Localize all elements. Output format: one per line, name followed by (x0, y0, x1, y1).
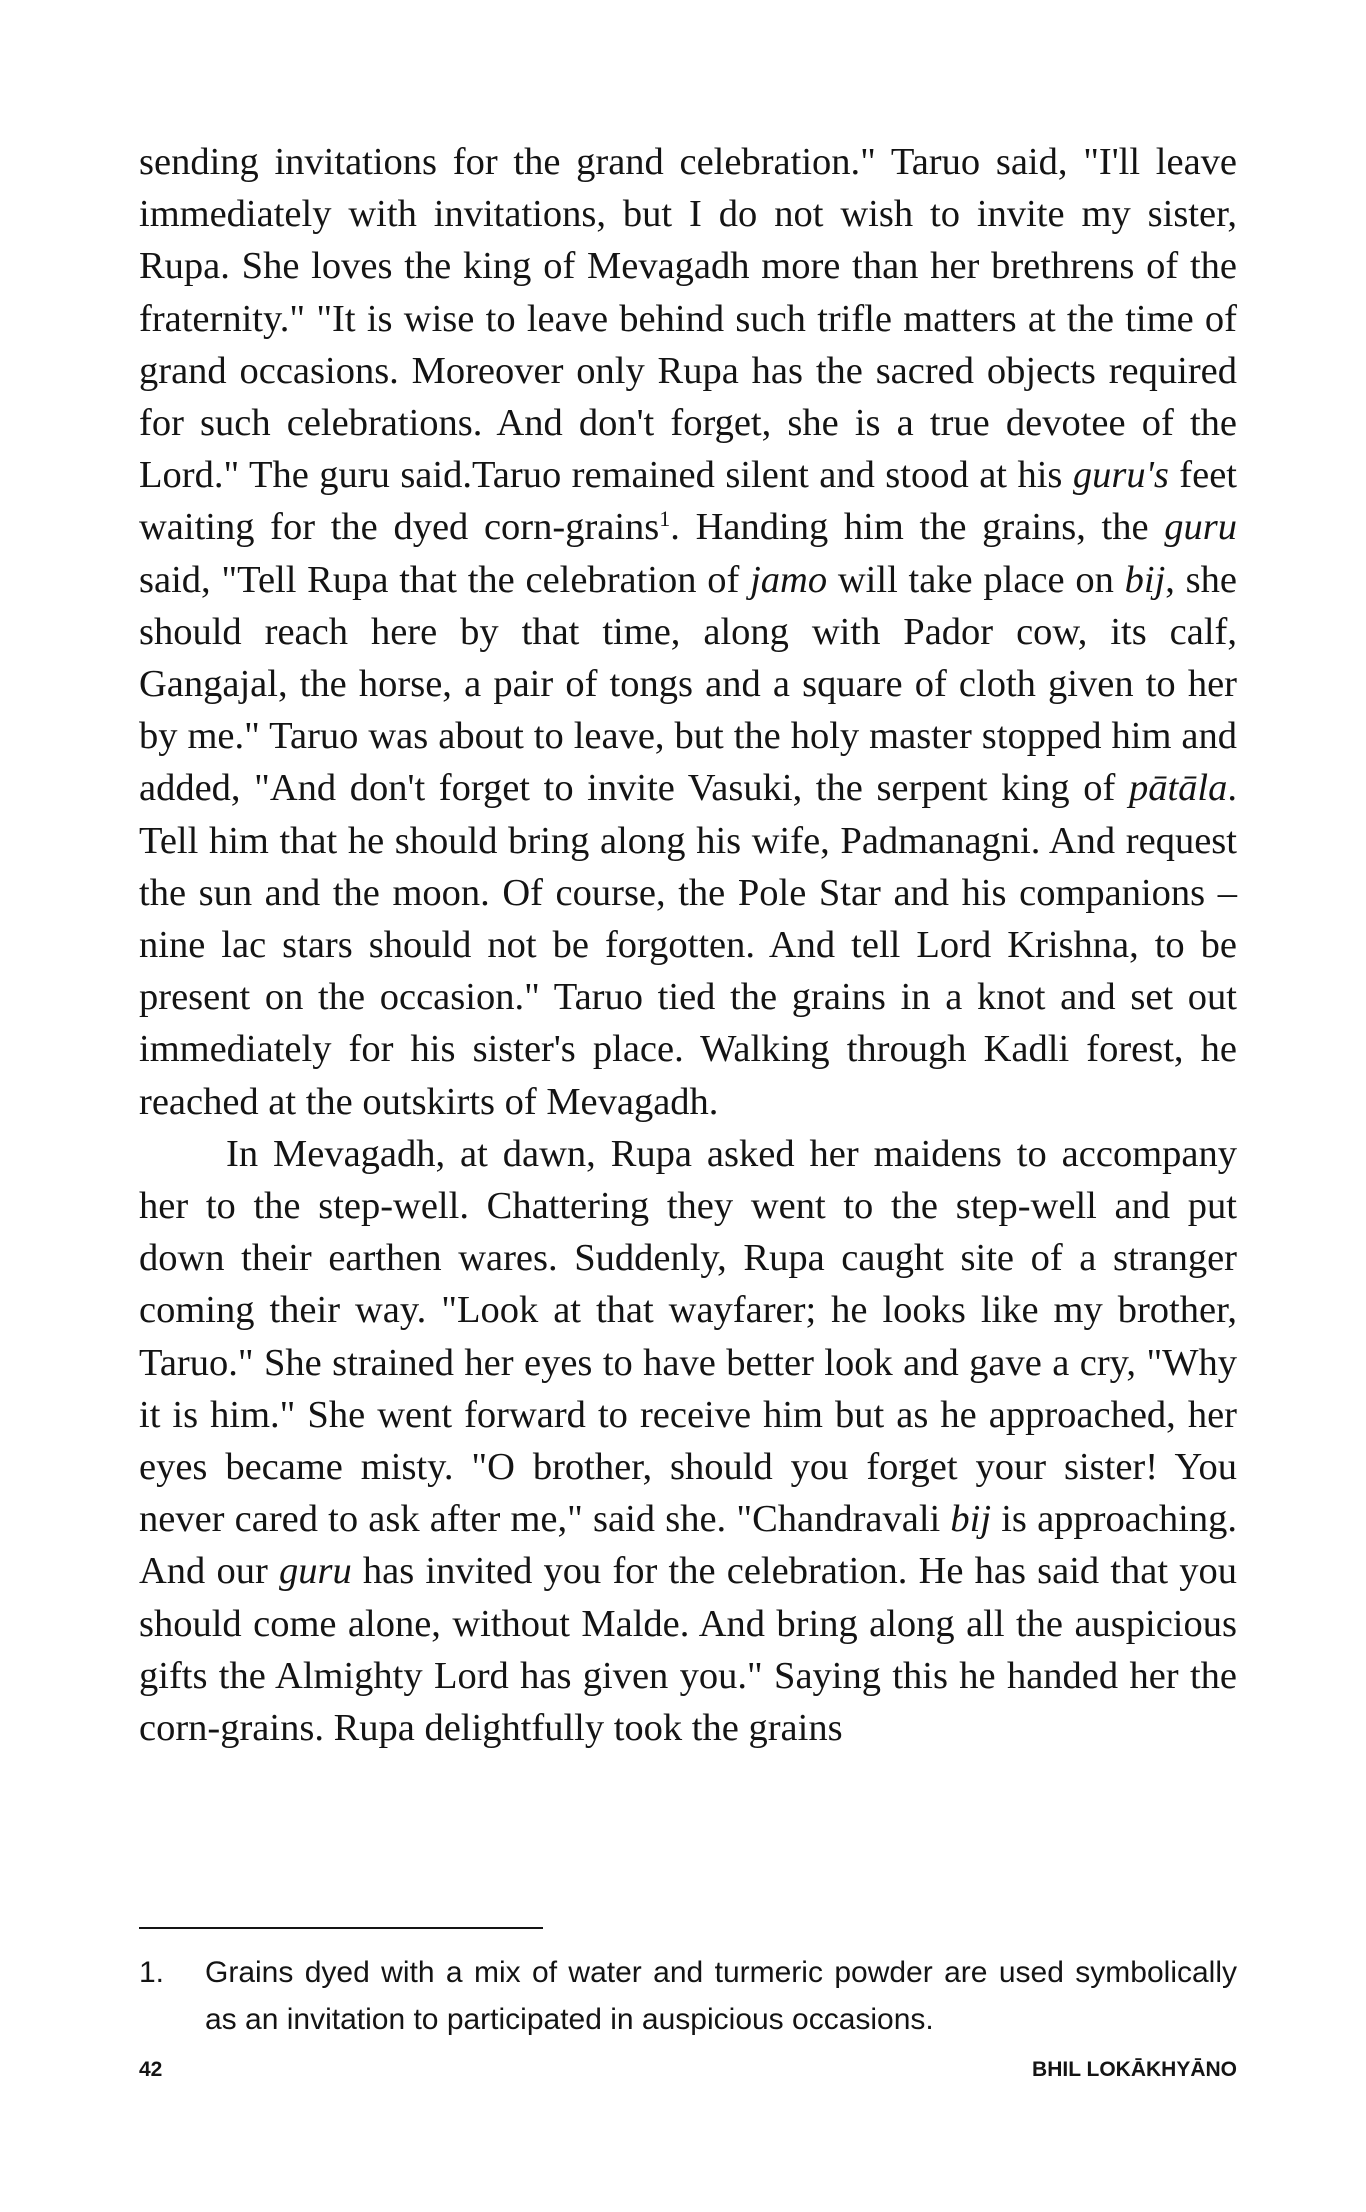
running-title: BHIL LOKĀKHYĀNO (1032, 2058, 1237, 2081)
text-run: has invited you for the celebration. He has said that you should come alone, without Malde. And bring along all the auspicious gifts the Almighty Lord has given you." Saying this he handed her the corn-grains. Rupa delightfully took the grains (139, 1550, 1238, 1750)
italic-word: guru (279, 1550, 352, 1593)
text-run: sending invitations for the grand celebration." Taruo said, "I'll leave immediately with invitations, but I do not wish to invite my sister, Rupa. She loves the king of Mevagadh more than her brethrens of the fraternity." "It is wise to leave behind such trifle matters at the time of grand occasions. Moreover only Rupa has the sacred objects required for such celebrations. And don't forget, she is a true devotee of the Lord." The guru said.Taruo remained silent and stood at his (139, 141, 1237, 497)
italic-word: guru's (1072, 454, 1169, 497)
footnote-divider (139, 1927, 543, 1929)
text-run: will take place on (827, 558, 1125, 601)
italic-word: bij (1124, 558, 1166, 601)
page-number: 42 (139, 2058, 163, 2081)
paragraph (139, 1128, 1237, 1754)
footnote-number: 1. (139, 1956, 165, 1989)
footnote-reference: 1 (659, 506, 671, 532)
footnote (139, 1949, 1237, 2043)
text-run: . Tell him that he should bring along his wife, Padmanagni. And request the sun and the moon. Of course, the Pole Star and his companions – nine lac stars should not be forgotten. And tell Lord Krishna, to be present on the occasion." Taruo tied the grains in a knot and set out immediately for his sister's place. Walking through Kadli forest, he reached at the outskirts of Mevagadh. (139, 767, 1237, 1123)
italic-word: guru (1164, 506, 1237, 549)
italic-word: pātāla (1128, 767, 1228, 810)
text-run: . Handing him the grains, the (670, 506, 1165, 549)
italic-word: jamo (750, 558, 828, 601)
page-body (139, 136, 1237, 1754)
text-run: is approaching. And our (139, 1498, 1237, 1593)
paragraph (139, 136, 1237, 1128)
text-run: said, "Tell Rupa that the celebration of (139, 558, 751, 601)
footnote-text: Grains dyed with a mix of water and turmeric powder are used symbolically as an invitation to participated in auspicious occasions. (205, 1956, 1237, 2036)
text-run: In Mevagadh, at dawn, Rupa asked her maidens to accompany her to the step-well. Chattering they went to the step-well and put down their earthen wares. Suddenly, Rupa caught site of a stranger coming their way. "Look at that wayfarer; he looks like my brother, Taruo." She strained her eyes to have better look and gave a cry, "Why it is him." She went forward to receive him but as he approached, her eyes became misty. "O brother, should you forget your sister! You never cared to ask after me," said she. "Chandravali (139, 1132, 1237, 1541)
text-run: feet waiting for the dyed corn-grains (139, 454, 1237, 549)
page-footer (139, 2056, 1237, 2084)
text-run: , she should reach here by that time, along with Pador cow, its calf, Gangajal, the horse, a pair of tongs and a square of cloth given to her by me." Taruo was about to leave, but the holy master stopped him and added, "And don't forget to invite Vasuki, the serpent king of (139, 558, 1238, 810)
italic-word: bij (950, 1498, 992, 1541)
